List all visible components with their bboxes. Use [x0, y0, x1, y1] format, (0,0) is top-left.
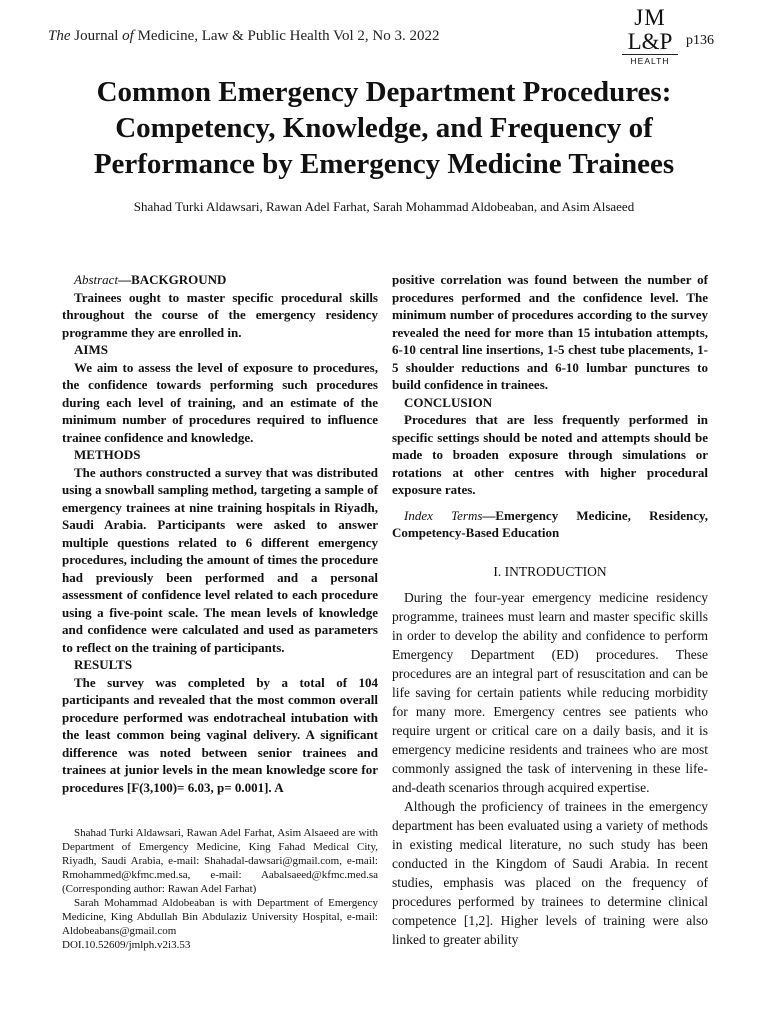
abstract-aims-heading: AIMS — [74, 342, 108, 357]
index-terms: Index Terms—Emergency Medicine, Residency, Competency-Based Education — [392, 507, 708, 540]
introduction-body — [392, 588, 708, 949]
journal-header — [48, 28, 440, 45]
index-terms-label: Index Terms — [404, 507, 483, 523]
title-line-2: Competency, Knowledge, and Frequency of — [115, 112, 653, 144]
title-line-1: Common Emergency Department Procedures: — [96, 76, 672, 108]
abstract-aims-text: We aim to assess the level of exposure to procedures, the confidence towards performing such procedures during each level of training, and an estimate of the minimum number of procedures required to influence trainee confidence and knowledge. — [62, 359, 378, 445]
logo-health: HEALTH — [630, 56, 670, 66]
journal-rest: Medicine, Law & Public Health Vol 2, No 3. 2022 — [133, 28, 440, 44]
journal-mid: Journal — [70, 28, 123, 44]
logo-lp: L&P — [622, 30, 678, 55]
journal-of: of — [122, 28, 134, 44]
abstract-background-text: Trainees ought to master specific procedural skills throughout the course of the emergency residency programme they are enrolled in. — [62, 289, 378, 340]
author-footnote — [62, 826, 378, 952]
abstract-label: Abstract — [74, 272, 119, 287]
journal-logo — [622, 6, 678, 66]
abstract-column-right — [392, 271, 708, 949]
introduction-heading: I. INTRODUCTION — [493, 563, 607, 579]
abstract-methods-heading: METHODS — [74, 447, 141, 462]
index-terms-text: Emergency Medicine, Residency, Competency-Based Education — [392, 507, 708, 540]
introduction-paragraph-2: Although the proficiency of trainees in the emergency department has been evaluated using a variety of methods in existing medical literature, no such study has been conducted in the Kingdom of Saudi Arabia. In recent studies, emphasis was placed on the frequency of procedures performed by trainees to determine clinical competence [1,2]. Higher levels of training were also linked to greater ability — [392, 799, 708, 947]
footnote-affiliation-2: Sarah Mohammad Aldobeaban is with Department of Emergency Medicine, King Abdullah Bin Abdulaziz University Hospital, e-mail: Aldobeabans@gmail.com — [62, 897, 378, 937]
doi: DOI.10.52609/jmlph.v2i3.53 — [62, 939, 191, 951]
abstract-background-heading: Abstract—BACKGROUND — [74, 272, 227, 287]
abstract-results-text-part2: positive correlation was found between the number of procedures performed and the confidence level. The minimum number of procedures according to the survey revealed the need for more than 15 intubation attempts, 6-10 central line insertions, 1-5 chest tube placements, 1-5 shoulder reductions and 6-10 lumbar punctures to build confidence in trainees. — [392, 272, 708, 392]
footnote-affiliation-1: Shahad Turki Aldawsari, Rawan Adel Farhat, Asim Alsaeed are with Department of Emergency Medicine, King Fahad Medical City, Riyadh, Saudi Arabia, e-mail: Shahadal-dawsari@gmail.com, e-mail: Rmohammed@kfmc.med.sa, e-mail: Aabalsaeed@kfmc.med.sa (Corresponding author: Rawan Adel Farhat) — [62, 827, 378, 895]
abstract-conclusion-heading: CONCLUSION — [404, 394, 493, 410]
page-number: p136 — [686, 33, 714, 48]
logo-jm: JM — [634, 5, 666, 30]
journal-the: The — [48, 28, 71, 44]
abstract-results-text-part1: The survey was completed by a total of 104 participants and revealed that the most common overall procedure performed was endotracheal intubation with the least common being vaginal delivery. A significant difference was noted between senior trainees and trainees at junior levels in the mean knowledge score for procedures [F(3,100)= 6.03, p= 0.001]. A — [62, 674, 378, 795]
abstract-column-left — [62, 271, 378, 796]
abstract-conclusion-text: Procedures that are less frequently performed in specific settings should be noted and attempts should be made to broaden exposure through simulations or rotations at other centres with higher procedural exposure rates. — [392, 412, 708, 497]
author-list: Shahad Turki Aldawsari, Rawan Adel Farhat, Sarah Mohammad Aldobeaban, and Asim Alsaeed — [133, 199, 635, 214]
paper-title — [40, 74, 728, 182]
abstract-methods-text: The authors constructed a survey that was distributed using a snowball sampling method, targeting a sample of emergency trainees at nine training hospitals in Riyadh, Saudi Arabia. Participants were asked to answer multiple questions related to 6 different emergency procedures, including the amount of times the procedure had previously been performed and a personal assessment of confidence level related to each procedure using a five-point scale. The mean levels of knowledge and confidence were calculated and used as parameters to reflect on the training of participants. — [62, 464, 378, 655]
abstract-results-heading: RESULTS — [74, 657, 133, 672]
title-line-3: Performance by Emergency Medicine Trainees — [93, 148, 675, 180]
introduction-paragraph-1: During the four-year emergency medicine residency programme, trainees must learn and master specific skills in order to develop the ability and confidence to perform Emergency Department (ED) procedures. These procedures are an integral part of resuscitation and can be life saving for certain patients while reducing morbidity for many more. Emergency centres see patients who require urgent or critical care on a daily basis, and it is emergency medicine residents and trainees who are most commonly assigned the task of intervening in these life-and-death scenarios through acquired expertise. — [392, 590, 708, 795]
